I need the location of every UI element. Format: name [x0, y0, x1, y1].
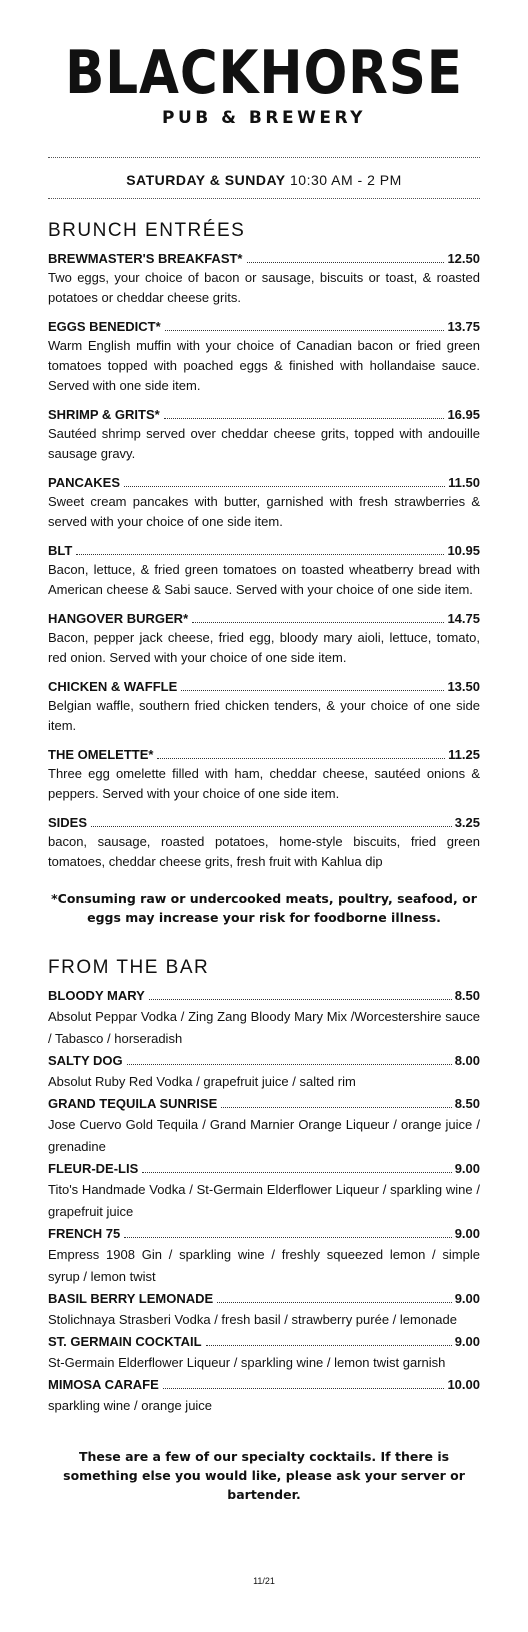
menu-item	[48, 1375, 480, 1417]
menu-item-name: SALTY DOG	[48, 1053, 123, 1068]
menu-item-header	[48, 677, 480, 696]
menu-item-name: BLOODY MARY	[48, 988, 145, 1003]
menu-item-description: bacon, sausage, roasted potatoes, home-style biscuits, fried green tomatoes, cheddar cheese grits, fresh fruit with Kahlua dip	[48, 834, 480, 869]
menu-item-description: Warm English muffin with your choice of Canadian bacon or fried green tomatoes topped with poached eggs & finished with hollandaise sauce. Served with one side item.	[48, 338, 480, 393]
menu-item-price: 10.00	[447, 1377, 480, 1392]
menu-item-header	[48, 1375, 480, 1394]
dot-leader	[206, 1345, 452, 1346]
menu-item-header	[48, 1289, 480, 1308]
cocktail-note: These are a few of our specialty cocktails. If there is something else you would like, please ask your server or bartender.	[63, 1449, 465, 1502]
menu-item	[48, 1094, 480, 1158]
divider-top	[48, 157, 480, 158]
menu-item-header	[48, 405, 480, 424]
menu-item-description: Bacon, pepper jack cheese, fried egg, bloody mary aioli, lettuce, tomato, red onion. Served with your choice of one side item.	[48, 630, 480, 665]
dot-leader	[149, 999, 452, 1000]
menu-item-header	[48, 1332, 480, 1351]
menu-item-name: THE OMELETTE*	[48, 747, 154, 762]
dot-leader	[76, 554, 444, 555]
menu-item	[48, 541, 480, 600]
menu-item-name: FLEUR-DE-LIS	[48, 1161, 139, 1176]
bar-section	[48, 957, 480, 1418]
menu-item-description: Three egg omelette filled with ham, cheddar cheese, sautéed onions & peppers. Served with your choice of one side item.	[48, 766, 480, 801]
menu-item-description: Stolichnaya Strasberi Vodka / fresh basil / strawberry purée / lemonade	[48, 1312, 457, 1327]
menu-item	[48, 609, 480, 668]
menu-item-name: MIMOSA CARAFE	[48, 1377, 159, 1392]
menu-item	[48, 986, 480, 1050]
brunch-section	[48, 220, 480, 881]
dot-leader	[165, 330, 445, 331]
menu-item-price: 9.00	[454, 1226, 480, 1241]
logo-title: BLACKHORSE	[65, 38, 463, 108]
menu-item-name: SHRIMP & GRITS*	[48, 407, 160, 422]
menu-item-description: Sweet cream pancakes with butter, garnished with fresh strawberries & served with your choice of one side item.	[48, 494, 480, 529]
menu-item-price: 3.25	[454, 815, 480, 830]
menu-item-name: HANGOVER BURGER*	[48, 611, 189, 626]
page-number: 11/21	[253, 1576, 275, 1586]
section-title-brunch: BRUNCH ENTRÉES	[48, 220, 246, 241]
menu-item-header	[48, 986, 480, 1005]
menu-item-name: FRENCH 75	[48, 1226, 121, 1241]
food-safety-note: *Consuming raw or undercooked meats, poultry, seafood, or eggs may increase your risk for foodborne illness.	[51, 891, 477, 925]
menu-item-description: Two eggs, your choice of bacon or sausage, biscuits or toast, & roasted potatoes or cheddar cheese grits.	[48, 270, 480, 305]
menu-item-description: Sautéed shrimp served over cheddar cheese grits, topped with andouille sausage gravy.	[48, 426, 480, 461]
menu-item-price: 16.95	[447, 407, 480, 422]
bar-list	[48, 986, 480, 1417]
dot-leader	[164, 418, 445, 419]
dot-leader	[124, 1237, 451, 1238]
menu-item	[48, 405, 480, 464]
menu-item-description: Tito's Handmade Vodka / St-Germain Elderflower Liqueur / sparkling wine / grapefruit juice	[48, 1182, 480, 1219]
menu-item-header	[48, 1094, 480, 1113]
menu-item-name: SIDES	[48, 815, 88, 830]
hours-time: 10:30 AM - 2 PM	[290, 172, 402, 188]
menu-item-price: 9.00	[454, 1334, 480, 1349]
menu-item	[48, 1159, 480, 1223]
menu-item-name: ST. GERMAIN COCKTAIL	[48, 1334, 202, 1349]
menu-item-description: Jose Cuervo Gold Tequila / Grand Marnier Orange Liqueur / orange juice / grenadine	[48, 1117, 480, 1154]
menu-item-price: 8.50	[454, 1096, 480, 1111]
hours-line	[0, 172, 528, 188]
menu-item-price: 8.00	[454, 1053, 480, 1068]
menu-item-price: 14.75	[447, 611, 480, 626]
menu-item-description: Absolut Peppar Vodka / Zing Zang Bloody Mary Mix /Worcestershire sauce / Tabasco / horseradish	[48, 1009, 480, 1046]
dot-leader	[142, 1172, 451, 1173]
menu-item-price: 13.50	[447, 679, 480, 694]
menu-item-header	[48, 1224, 480, 1243]
menu-item-description: Absolut Ruby Red Vodka / grapefruit juice / salted rim	[48, 1074, 356, 1089]
menu-item-description: Belgian waffle, southern fried chicken tenders, & your choice of one side item.	[48, 698, 480, 733]
dot-leader	[192, 622, 444, 623]
dot-leader	[217, 1302, 452, 1303]
menu-item-price: 8.50	[454, 988, 480, 1003]
menu-item-header	[48, 813, 480, 832]
dot-leader	[124, 486, 445, 487]
menu-item-header	[48, 745, 480, 764]
menu-item-header	[48, 317, 480, 336]
dot-leader	[247, 262, 445, 263]
menu-item-description: St-Germain Elderflower Liqueur / sparkling wine / lemon twist garnish	[48, 1355, 446, 1370]
menu-item	[48, 317, 480, 396]
menu-item-description: sparkling wine / orange juice	[48, 1398, 213, 1413]
menu-item	[48, 745, 480, 804]
menu-item	[48, 1224, 480, 1288]
hours-days: SATURDAY & SUNDAY	[126, 172, 286, 188]
menu-item-price: 12.50	[447, 251, 480, 266]
dot-leader	[163, 1388, 445, 1389]
section-title-bar: FROM THE BAR	[48, 957, 210, 978]
menu-item-header	[48, 609, 480, 628]
menu-item	[48, 1332, 480, 1374]
menu-item-header	[48, 1051, 480, 1070]
divider-bottom	[48, 198, 480, 199]
menu-item	[48, 1289, 480, 1331]
brunch-list	[48, 249, 480, 872]
dot-leader	[127, 1064, 452, 1065]
menu-item-header	[48, 249, 480, 268]
dot-leader	[221, 1107, 451, 1108]
menu-item-name: GRAND TEQUILA SUNRISE	[48, 1096, 218, 1111]
menu-item	[48, 249, 480, 308]
menu-item-name: BLT	[48, 543, 73, 558]
menu-item-price: 9.00	[454, 1161, 480, 1176]
logo-subtitle: PUB & BREWERY	[162, 108, 366, 128]
dot-leader	[91, 826, 452, 827]
menu-item-price: 10.95	[447, 543, 480, 558]
menu-item-header	[48, 473, 480, 492]
menu-item-price: 11.25	[448, 747, 480, 762]
menu-item-name: BASIL BERRY LEMONADE	[48, 1291, 214, 1306]
menu-item-price: 13.75	[447, 319, 480, 334]
menu-item-name: PANCAKES	[48, 475, 120, 490]
menu-item-header	[48, 1159, 480, 1178]
dot-leader	[181, 690, 444, 691]
menu-item-name: CHICKEN & WAFFLE	[48, 679, 178, 694]
menu-item-price: 9.00	[454, 1291, 480, 1306]
logo	[0, 40, 528, 128]
menu-item-price: 11.50	[448, 475, 480, 490]
menu-item-description: Empress 1908 Gin / sparkling wine / freshly squeezed lemon / simple syrup / lemon twist	[48, 1247, 480, 1284]
menu-item	[48, 677, 480, 736]
dot-leader	[157, 758, 445, 759]
menu-item	[48, 473, 480, 532]
menu-item-name: EGGS BENEDICT*	[48, 319, 161, 334]
menu-item-description: Bacon, lettuce, & fried green tomatoes on toasted wheatberry bread with American cheese & Sabi sauce. Served with your choice of one side item.	[48, 562, 480, 597]
menu-item	[48, 813, 480, 872]
menu-item-header	[48, 541, 480, 560]
menu-item	[48, 1051, 480, 1093]
menu-item-name: BREWMASTER'S BREAKFAST*	[48, 251, 243, 266]
